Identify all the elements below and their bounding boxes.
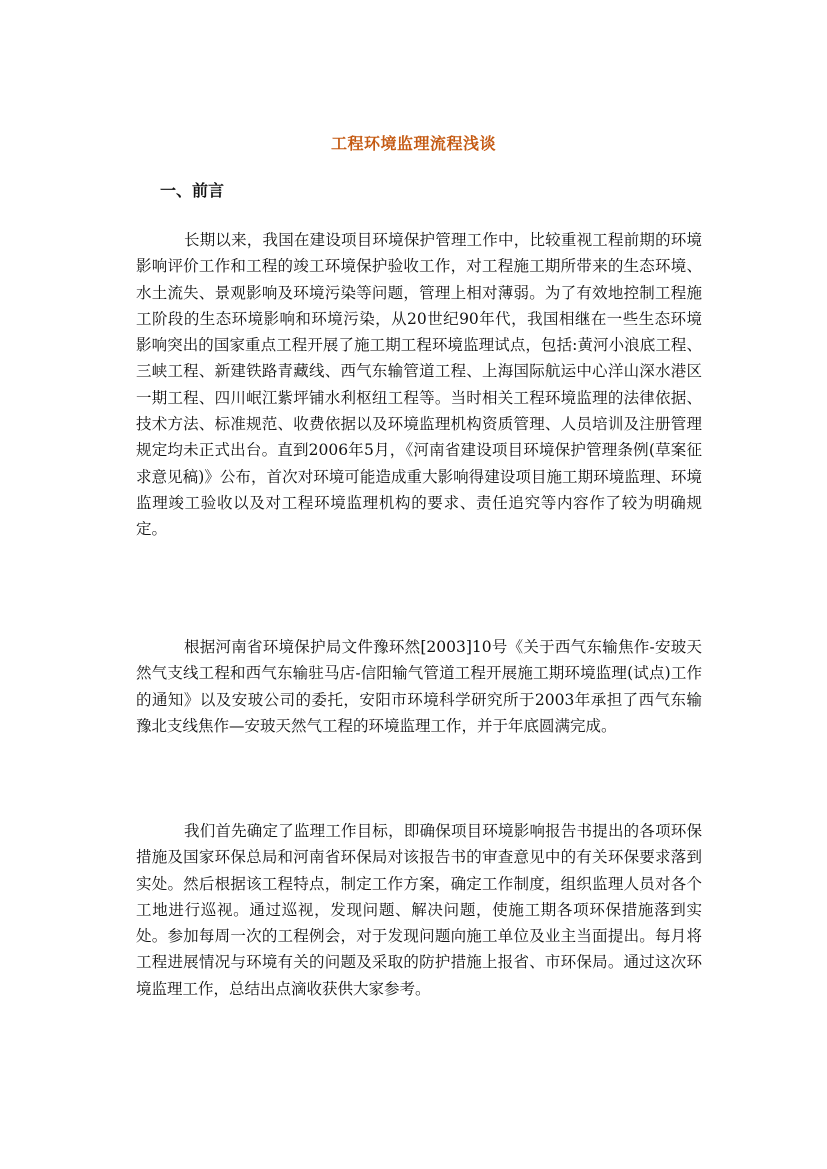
paragraph-2: 根据河南省环境保护局文件豫环然[2003]10号《关于西气东输焦作-安玻天然气支线工程和西气东输驻马店-信阳输气管道工程开展施工期环境监理(试点)工作的通知》以及安玻公司的委托，安阳市环境科学研究所于2003年承担了西气东输豫北支线焦作—安玻天然气工程的环境监理工作，并于年底圆满完成。 <box>136 638 702 735</box>
paragraph-1: 长期以来，我国在建设项目环境保护管理工作中，比较重视工程前期的环境影响评价工作和工程的竣工环境保护验收工作，对工程施工期所带来的生态环境、水土流失、景观影响及环境污染等问题，管理上相对薄弱。为了有效地控制工程施工阶段的生态环境影响和环境污染，从20世纪90年代，我国相继在一些生态环境影响突出的国家重点工程开展了施工期工程环境监理试点，包括:黄河小浪底工程、三峡工程、新建铁路青藏线、西气东输管道工程、上海国际航运中心洋山深水港区一期工程、四川岷江紫坪铺水利枢纽工程等。当时相关工程环境监理的法律依据、技术方法、标准规范、收费依据以及环境监理机构资质管理、人员培训及注册管理规定均未正式出台。直到2006年5月，《河南省建设项目环境保护管理条例(草案征求意见稿)》公布，首次对环境可能造成重大影响得建设项目施工期环境监理、环境监理竣工验收以及对工程环境监理机构的要求、责任追究等内容作了较为明确规定。 <box>136 231 702 539</box>
paragraph-3: 我们首先确定了监理工作目标，即确保项目环境影响报告书提出的各项环保措施及国家环保总局和河南省环保局对该报告书的审查意见中的有关环保要求落到实处。然后根据该工程特点，制定工作方案，确定工作制度，组织监理人员对各个工地进行巡视。通过巡视，发现问题、解决问题，使施工期各项环保措施落到实处。参加每周一次的工程例会，对于发现问题向施工单位及业主当面提出。每月将工程进展情况与环境有关的问题及采取的防护措施上报省、市环保局。通过这次环境监理工作，总结出点滴收获供大家参考。 <box>136 822 702 998</box>
document-title: 工程环境监理流程浅谈 <box>330 134 496 153</box>
section-heading: 一、前言 <box>160 181 225 200</box>
